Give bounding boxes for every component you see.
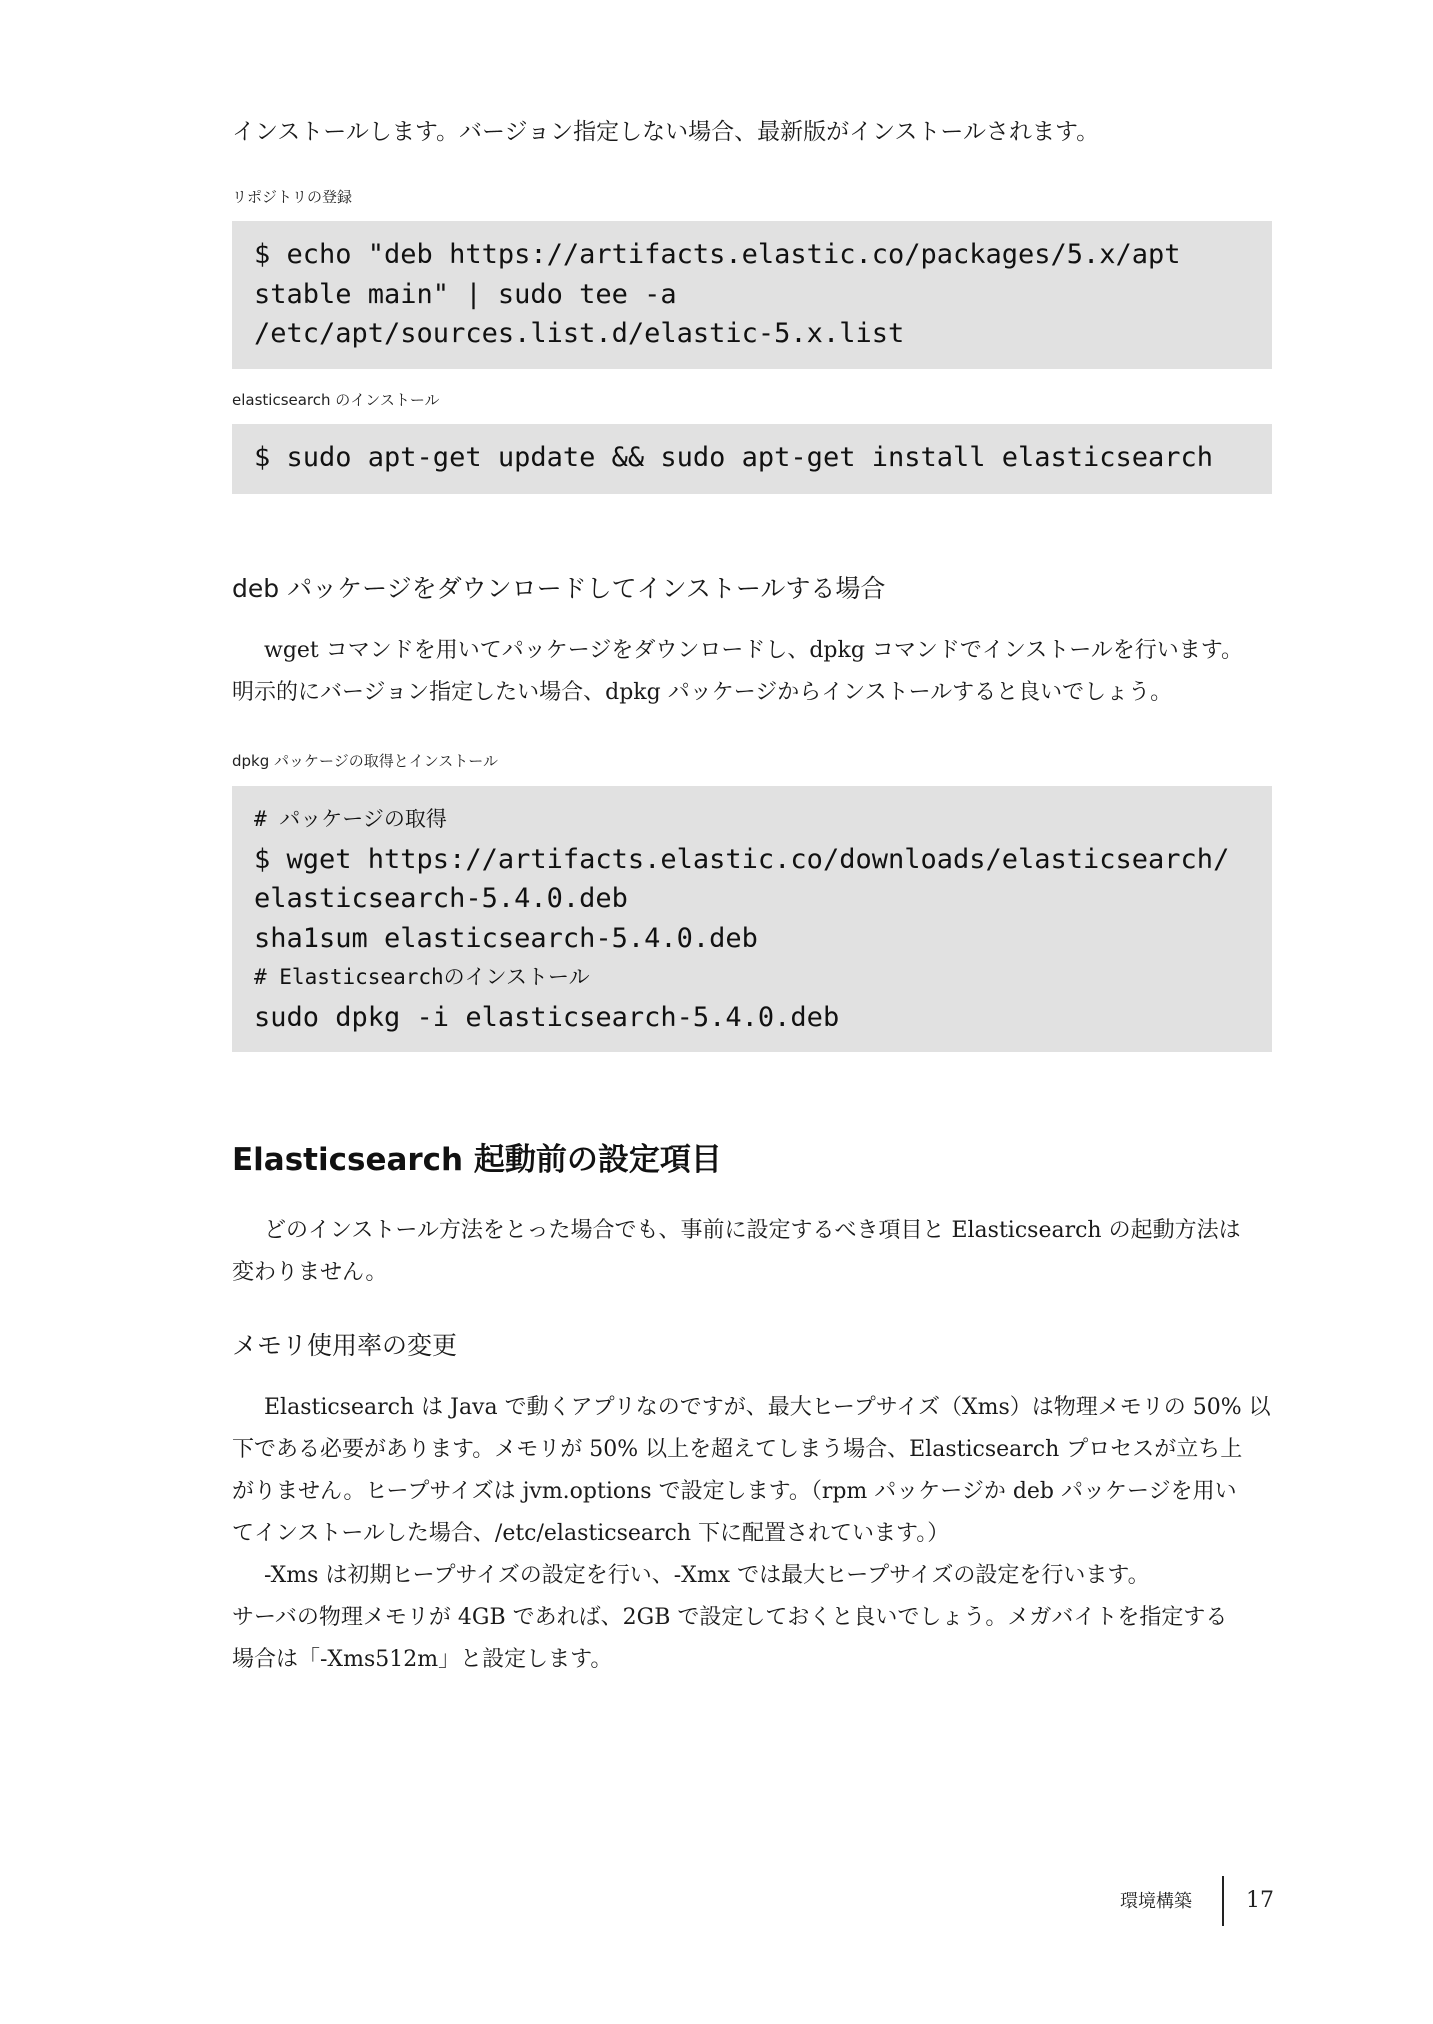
paragraph-settings bbox=[232, 1210, 1272, 1294]
paragraph-line: サーバの物理メモリが 4GB であれば、2GB で設定しておくと良いでしょう。メガバイトを指定する bbox=[232, 1605, 1228, 1630]
section-heading-settings: Elasticsearch 起動前の設定項目 bbox=[232, 1142, 722, 1178]
paragraph-line: てインストールした場合、/etc/elasticsearch 下に配置されています。） bbox=[232, 1521, 950, 1546]
subsection-heading-memory: メモリ使用率の変更 bbox=[232, 1331, 458, 1360]
code-line: /etc/apt/sources.list.d/elastic-5.x.list bbox=[254, 318, 905, 349]
code-block-apt-install bbox=[232, 424, 1272, 494]
section-heading-deb: deb パッケージをダウンロードしてインストールする場合 bbox=[232, 574, 886, 603]
footer-divider bbox=[1222, 1876, 1224, 1926]
footer-page-number: 17 bbox=[1246, 1888, 1274, 1913]
code-comment-line: # Elasticsearchのインストール bbox=[254, 965, 590, 989]
code-line: $ echo "deb https://artifacts.elastic.co/packages/5.x/apt bbox=[254, 239, 1181, 270]
caption-dpkg-install: dpkg パッケージの取得とインストール bbox=[232, 752, 498, 770]
paragraph-line: wget コマンドを用いてパッケージをダウンロードし、dpkg コマンドでインストールを行います。 bbox=[264, 638, 1244, 663]
paragraph-line: -Xms は初期ヒープサイズの設定を行い、-Xmx では最大ヒープサイズの設定を行います。 bbox=[264, 1563, 1150, 1588]
code-line: elasticsearch-5.4.0.deb bbox=[254, 883, 628, 914]
code-block-repository bbox=[232, 221, 1272, 369]
code-line: sudo dpkg -i elasticsearch-5.4.0.deb bbox=[254, 1001, 840, 1033]
paragraph-line: 下である必要があります。メモリが 50% 以上を超えてしまう場合、Elasticsearch プロセスが立ち上 bbox=[232, 1437, 1243, 1462]
code-line: $ wget https://artifacts.elastic.co/downloads/elasticsearch/ bbox=[254, 843, 1230, 875]
paragraph-line: がりません。ヒープサイズは jvm.options で設定します。（rpm パッケージか deb パッケージを用い bbox=[232, 1479, 1237, 1504]
intro-paragraph: インストールします。バージョン指定しない場合、最新版がインストールされます。 bbox=[232, 119, 1100, 145]
code-block-dpkg bbox=[232, 786, 1272, 1052]
paragraph-line: 明示的にバージョン指定したい場合、dpkg パッケージからインストールすると良いでしょう。 bbox=[232, 680, 1173, 705]
paragraph-line: Elasticsearch は Java で動くアプリなのですが、最大ヒープサイズ（Xms）は物理メモリの 50% 以 bbox=[264, 1395, 1271, 1420]
footer-chapter-title: 環境構築 bbox=[1120, 1891, 1192, 1912]
code-line: $ sudo apt-get update && sudo apt-get install elasticsearch bbox=[254, 442, 1214, 473]
paragraph-line: どのインストール方法をとった場合でも、事前に設定するべき項目と Elasticsearch の起動方法は bbox=[264, 1218, 1241, 1243]
paragraph-memory bbox=[232, 1387, 1272, 1681]
paragraph-deb bbox=[232, 630, 1272, 714]
paragraph-line: 場合は「-Xms512m」と設定します。 bbox=[232, 1647, 613, 1672]
code-line: sha1sum elasticsearch-5.4.0.deb bbox=[254, 922, 758, 954]
code-comment-line: # パッケージの取得 bbox=[254, 807, 447, 831]
paragraph-line: 変わりません。 bbox=[232, 1260, 388, 1285]
code-line: stable main" | sudo tee -a bbox=[254, 278, 677, 310]
caption-elasticsearch-install: elasticsearch のインストール bbox=[232, 391, 440, 409]
caption-repository-registration: リポジトリの登録 bbox=[232, 188, 353, 206]
